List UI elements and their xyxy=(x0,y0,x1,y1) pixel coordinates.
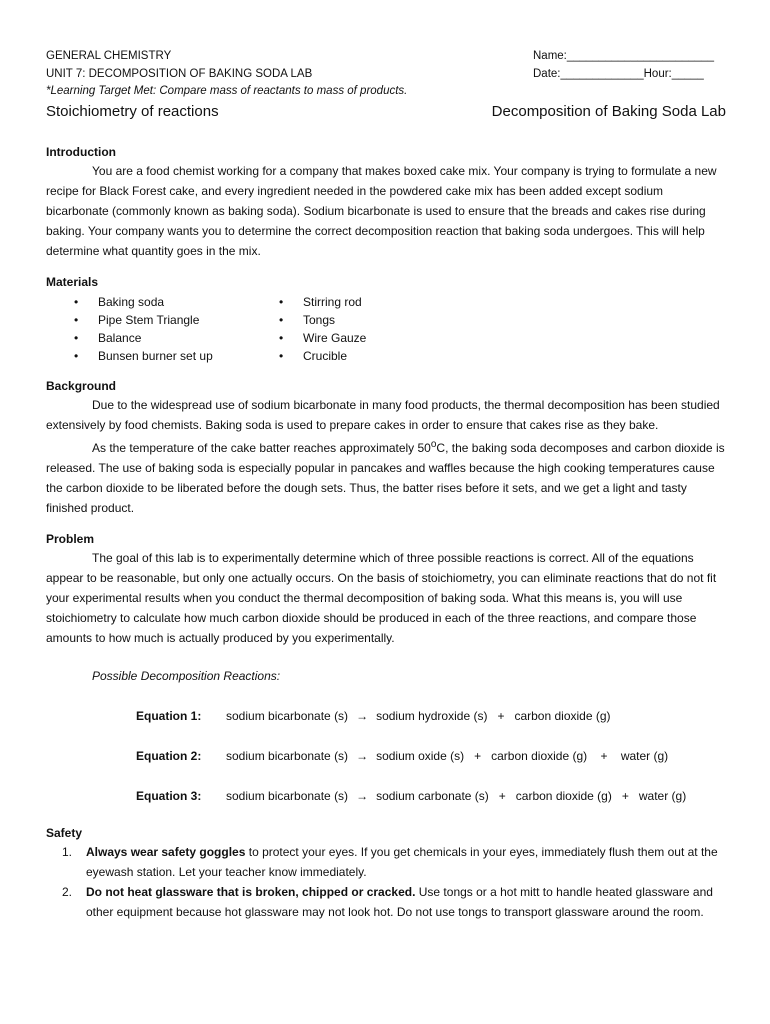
introduction-text: You are a food chemist working for a company that makes boxed cake mix. Your company is trying to formulate a new recipe for Black Forest cake, and every ingredient needed in the powdered cake mix has been added except sodium bicarbonate (commonly known as baking soda). Sodium bicarbonate is used to ensure that the breads and cakes rise during baking. Your company wants you to determine the correct decomposition reaction that baking soda undergoes. This will help determine what quantity goes in the mix. xyxy=(46,164,717,258)
equation-label: Equation 1: xyxy=(136,709,202,723)
material-item: • Baking soda xyxy=(46,293,251,311)
reactions-section xyxy=(46,666,726,806)
date-hour-field: Date:_____________Hour:_____ xyxy=(533,67,704,80)
materials-list xyxy=(46,293,726,365)
introduction-heading: Introduction xyxy=(46,145,116,159)
materials-column-1 xyxy=(46,293,251,365)
topic-title: Stoichiometry of reactions xyxy=(46,103,219,120)
arrow-right-icon: → xyxy=(356,749,369,763)
lab-title: Decomposition of Baking Soda Lab xyxy=(491,103,726,120)
safety-section xyxy=(46,824,726,922)
equation-reactant: sodium bicarbonate (s) xyxy=(226,709,349,723)
background-p2-end: C, the baking soda decomposes and carbon dioxide is released. The use of baking soda is especially popular in pancakes and waffles because the high cooking temperatures cause the carbon dioxide to be liberated before the dough sets. Thus, the batter rises before it sets, and we get a light and tasty finished product. xyxy=(46,441,725,515)
material-item: • Bunsen burner set up xyxy=(46,347,251,365)
materials-column-2 xyxy=(251,293,366,365)
safety-item-number: 2. xyxy=(62,885,73,899)
material-item: • Tongs xyxy=(251,311,366,329)
equation-products: sodium oxide (s) + carbon dioxide (g) + water (g) xyxy=(376,749,669,763)
header-left xyxy=(46,48,407,101)
safety-item-text: to protect your eyes. If you get chemicals in your eyes, immediately flush them out at the eyewash station. Let your teacher know immediately. xyxy=(86,845,718,879)
background-paragraph-1: Due to the widespread use of sodium bicarbonate in many food products, the thermal decomposition has been studied extensively by food chemists. Baking soda is used to prepare cakes in order to ensure that cakes rise as they bake. xyxy=(46,398,720,432)
learning-target: *Learning Target Met: Compare mass of reactants to mass of products. xyxy=(46,85,408,97)
materials-heading: Materials xyxy=(46,275,99,289)
safety-item-number: 1. xyxy=(62,845,73,859)
equation-label: Equation 2: xyxy=(136,749,202,763)
equation-products: sodium carbonate (s) + carbon dioxide (g) + water (g) xyxy=(376,789,687,803)
safety-item-emphasis: Always wear safety goggles xyxy=(86,845,246,859)
safety-list xyxy=(46,842,726,922)
safety-item xyxy=(46,842,726,882)
background-section xyxy=(46,377,726,518)
safety-item-emphasis: Do not heat glassware that is broken, chipped or cracked. xyxy=(86,885,416,899)
arrow-right-icon: → xyxy=(356,709,369,723)
safety-item-text: Use tongs or a hot mitt to handle heated glassware and other equipment because hot glassware may not look hot. Do not use tongs to transport glassware around the room. xyxy=(86,885,713,919)
equation-products: sodium hydroxide (s) + carbon dioxide (g) xyxy=(376,709,611,723)
background-paragraph-2 xyxy=(46,435,726,518)
degree-superscript: o xyxy=(430,439,437,450)
safety-heading: Safety xyxy=(46,826,83,840)
arrow-right-icon: → xyxy=(356,789,369,803)
material-item: • Pipe Stem Triangle xyxy=(46,311,251,329)
name-field: Name:_______________________ xyxy=(533,50,714,62)
equation-reactant: sodium bicarbonate (s) xyxy=(226,749,349,763)
background-heading: Background xyxy=(46,379,117,393)
equation-row xyxy=(136,746,726,766)
unit-title: UNIT 7: DECOMPOSITION OF BAKING SODA LAB xyxy=(46,67,313,80)
equation-row xyxy=(136,706,726,726)
materials-section xyxy=(46,273,726,365)
header-right xyxy=(533,48,714,83)
equation-label: Equation 3: xyxy=(136,789,202,803)
document-body xyxy=(46,143,726,922)
material-item: • Crucible xyxy=(251,347,366,365)
problem-heading: Problem xyxy=(46,532,95,546)
equation-row xyxy=(136,786,726,806)
material-item: • Balance xyxy=(46,329,251,347)
introduction-section xyxy=(46,143,726,261)
problem-section xyxy=(46,530,726,648)
reactions-intro: Possible Decomposition Reactions: xyxy=(92,669,281,683)
equation-reactant: sodium bicarbonate (s) xyxy=(226,789,349,803)
course-name: GENERAL CHEMISTRY xyxy=(46,50,172,62)
problem-text: The goal of this lab is to experimentally determine which of three possible reactions is correct. All of the equations appear to be reasonable, but only one actually occurs. On the basis of stoichiometry, you can eliminate reactions that do not fit your experimental results when you conduct the thermal decomposition of baking soda. What this means is, you will use stoichiometry to calculate how much carbon dioxide should be produced in each of the three reactions, and compare those amounts to how much is actually produced by you experimentally. xyxy=(46,551,717,645)
material-item: • Wire Gauze xyxy=(251,329,366,347)
safety-item xyxy=(46,882,726,922)
material-item: • Stirring rod xyxy=(251,293,366,311)
background-p2-start: As the temperature of the cake batter reaches approximately 50 xyxy=(92,441,431,455)
